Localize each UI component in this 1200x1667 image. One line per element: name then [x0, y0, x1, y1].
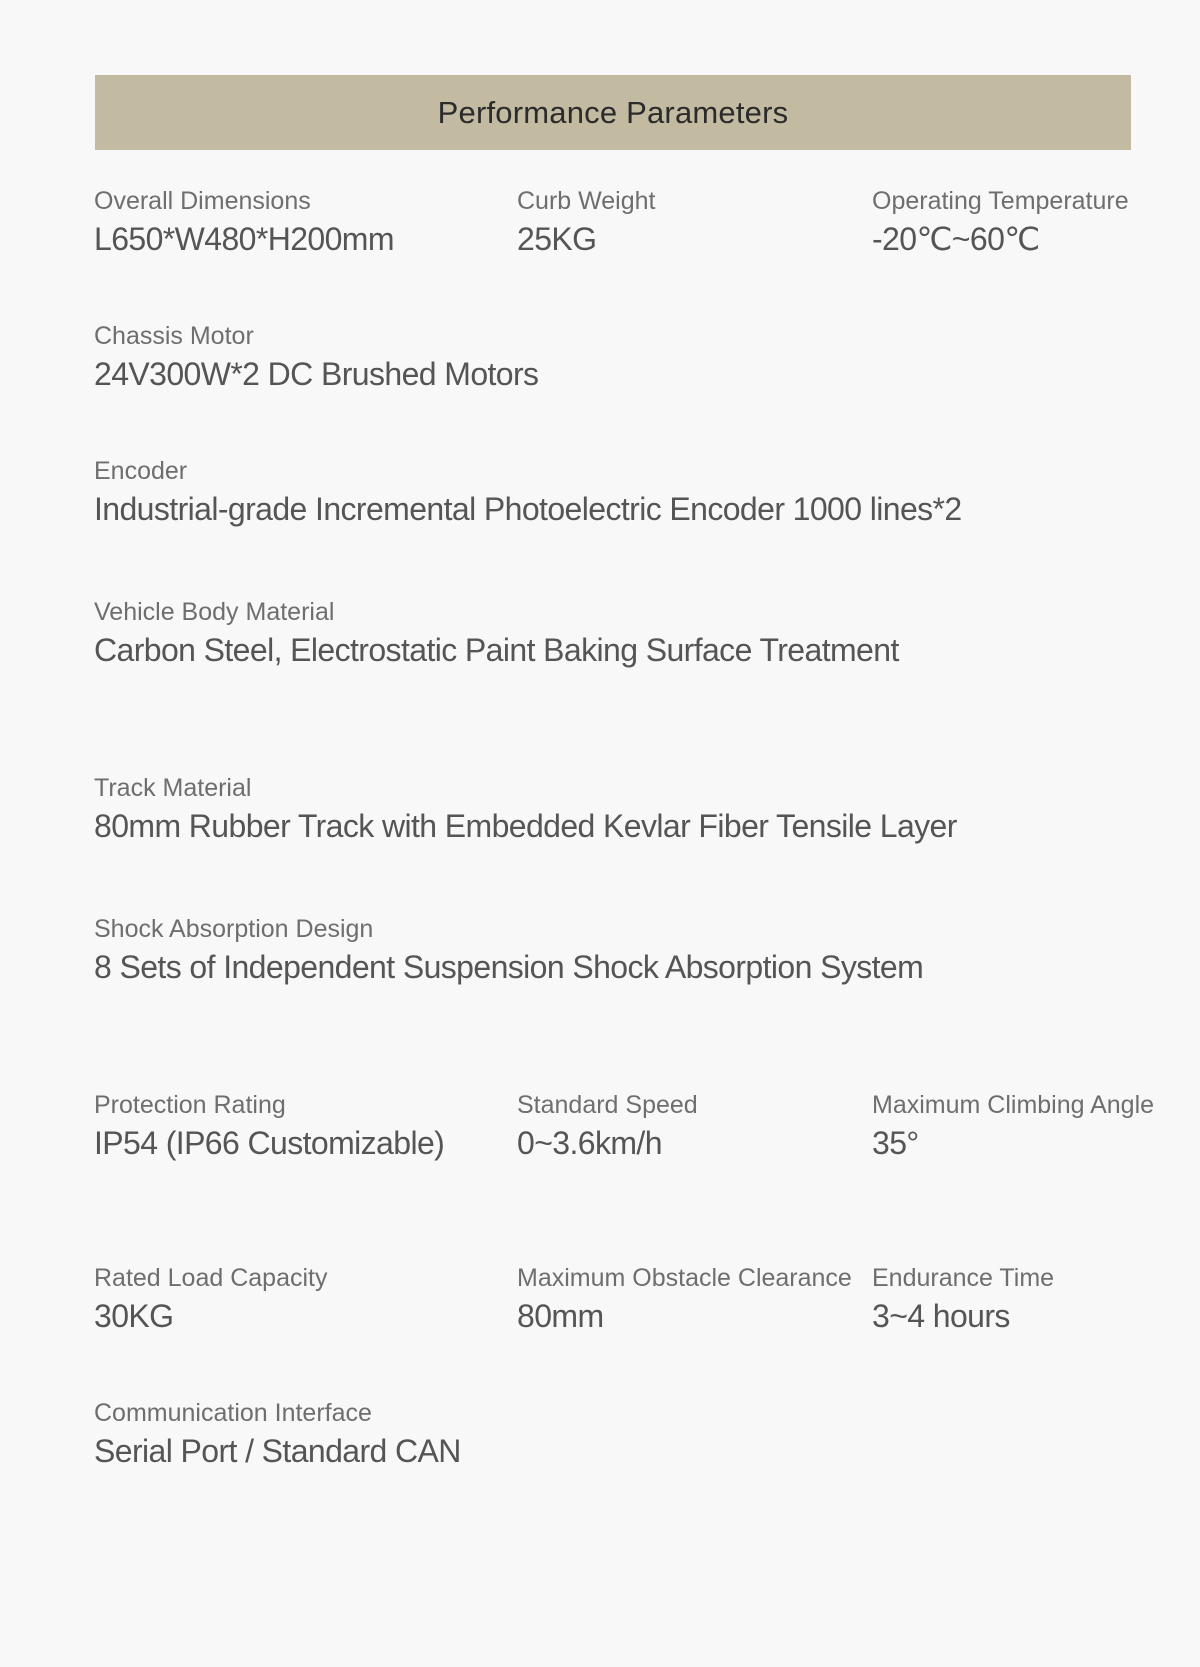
param-value: 35°: [872, 1125, 919, 1161]
header-bar: [95, 75, 1131, 150]
param-chassis-motor: [94, 321, 538, 393]
param-maximum-climbing-angle: [872, 1090, 1154, 1162]
param-encoder: [94, 456, 962, 528]
param-label: Maximum Obstacle Clearance: [517, 1264, 852, 1292]
param-label: Track Material: [94, 774, 252, 802]
param-label: Standard Speed: [517, 1091, 698, 1119]
param-value: 80mm: [517, 1298, 604, 1334]
param-shock-absorption-design: [94, 914, 923, 986]
param-curb-weight: [517, 186, 656, 258]
param-label: Operating Temperature: [872, 187, 1129, 215]
param-value: -20℃~60℃: [872, 221, 1040, 257]
param-label: Endurance Time: [872, 1264, 1055, 1292]
param-rated-load-capacity: [94, 1263, 327, 1335]
param-value: 0~3.6km/h: [517, 1125, 662, 1161]
page-title: Performance Parameters: [437, 94, 789, 130]
param-label: Protection Rating: [94, 1091, 286, 1119]
param-value: 30KG: [94, 1298, 174, 1334]
param-value: IP54 (IP66 Customizable): [94, 1125, 445, 1161]
param-protection-rating: [94, 1090, 444, 1162]
param-label: Overall Dimensions: [94, 187, 311, 215]
param-value: L650*W480*H200mm: [94, 221, 394, 257]
param-label: Vehicle Body Material: [94, 598, 335, 626]
param-value: Carbon Steel, Electrostatic Paint Baking Surface Treatment: [94, 632, 899, 668]
param-value: 24V300W*2 DC Brushed Motors: [94, 356, 539, 392]
param-value: 3~4 hours: [872, 1298, 1010, 1334]
param-operating-temperature: [872, 186, 1129, 258]
param-endurance-time: [872, 1263, 1054, 1335]
param-value: 8 Sets of Independent Suspension Shock Absorption System: [94, 949, 924, 985]
param-value: 25KG: [517, 221, 597, 257]
param-label: Maximum Climbing Angle: [872, 1091, 1155, 1119]
param-label: Encoder: [94, 457, 188, 485]
param-label: Communication Interface: [94, 1399, 372, 1427]
param-track-material: [94, 773, 957, 845]
param-value: Industrial-grade Incremental Photoelectric Encoder 1000 lines*2: [94, 491, 962, 527]
param-vehicle-body-material: [94, 597, 899, 669]
param-overall-dimensions: [94, 186, 394, 258]
param-label: Curb Weight: [517, 187, 656, 215]
param-maximum-obstacle-clearance: [517, 1263, 852, 1335]
param-value: Serial Port / Standard CAN: [94, 1433, 461, 1469]
param-value: 80mm Rubber Track with Embedded Kevlar Fiber Tensile Layer: [94, 808, 957, 844]
param-standard-speed: [517, 1090, 698, 1162]
param-label: Rated Load Capacity: [94, 1264, 328, 1292]
param-label: Chassis Motor: [94, 322, 254, 350]
param-communication-interface: [94, 1398, 461, 1470]
param-label: Shock Absorption Design: [94, 915, 374, 943]
